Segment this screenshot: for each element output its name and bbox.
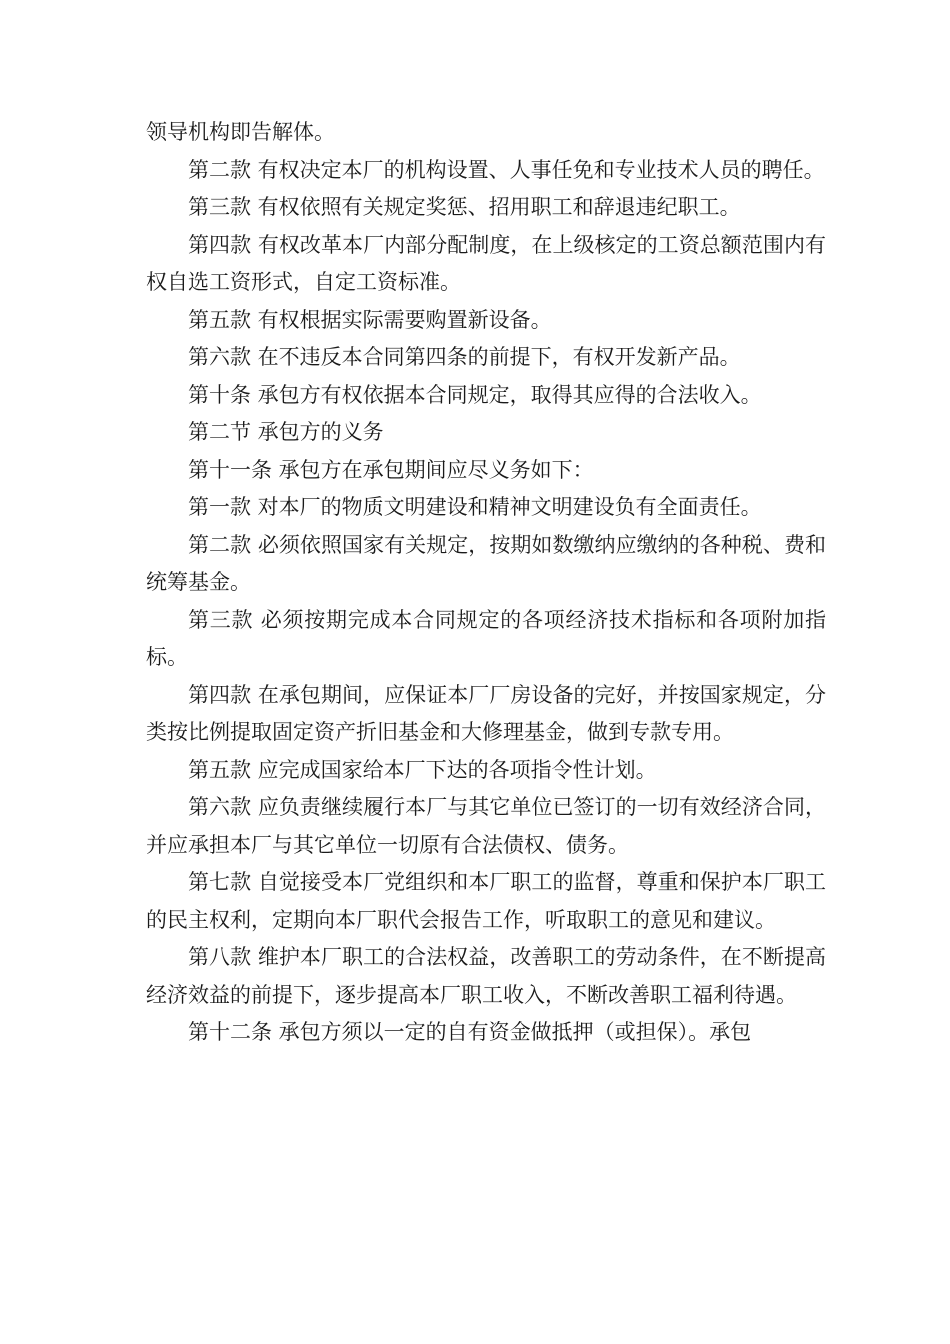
paragraph: 第十二条 承包方须以一定的自有资金做抵押（或担保）。承包: [188, 1020, 752, 1044]
document-body: [146, 114, 826, 1052]
paragraph: 第六款 应负责继续履行本厂与其它单位已签订的一切有效经济合同，并应承担本厂与其它单位一切原有合法债权、债务。: [146, 795, 826, 857]
paragraph: 第三款 必须按期完成本合同规定的各项经济技术指标和各项附加指标。: [146, 607, 826, 669]
paragraph: 第四款 在承包期间，应保证本厂厂房设备的完好，并按国家规定，分类按比例提取固定资产折旧基金和大修理基金，做到专款专用。: [146, 682, 826, 744]
paragraph: 第三款 有权依照有关规定奖惩、招用职工和辞退违纪职工。: [188, 195, 741, 219]
paragraph: 第六款 在不违反本合同第四条的前提下，有权开发新产品。: [188, 345, 741, 369]
paragraph: 第七款 自觉接受本厂党组织和本厂职工的监督，尊重和保护本厂职工的民主权利，定期向本厂职代会报告工作，听取职工的意见和建议。: [146, 870, 826, 932]
paragraph: 第四款 有权改革本厂内部分配制度，在上级核定的工资总额范围内有权自选工资形式，自定工资标准。: [146, 232, 826, 294]
paragraph: 第二款 必须依照国家有关规定，按期如数缴纳应缴纳的各种税、费和统筹基金。: [146, 532, 826, 594]
paragraph: 第五款 应完成国家给本厂下达的各项指令性计划。: [188, 757, 657, 782]
paragraph: 第八款 维护本厂职工的合法权益，改善职工的劳动条件，在不断提高经济效益的前提下，逐步提高本厂职工收入，不断改善职工福利待遇。: [146, 945, 826, 1007]
section-heading: 第二节 承包方的义务: [188, 420, 384, 444]
paragraph: 领导机构即告解体。: [146, 120, 335, 144]
paragraph: 第五款 有权根据实际需要购置新设备。: [188, 307, 552, 332]
paragraph: 第一款 对本厂的物质文明建设和精神文明建设负有全面责任。: [188, 495, 762, 519]
paragraph: 第十条 承包方有权依据本合同规定，取得其应得的合法收入。: [188, 382, 762, 407]
paragraph: 第二款 有权决定本厂的机构设置、人事任免和专业技术人员的聘任。: [188, 157, 825, 182]
paragraph: 第十一条 承包方在承包期间应尽义务如下：: [188, 457, 594, 482]
